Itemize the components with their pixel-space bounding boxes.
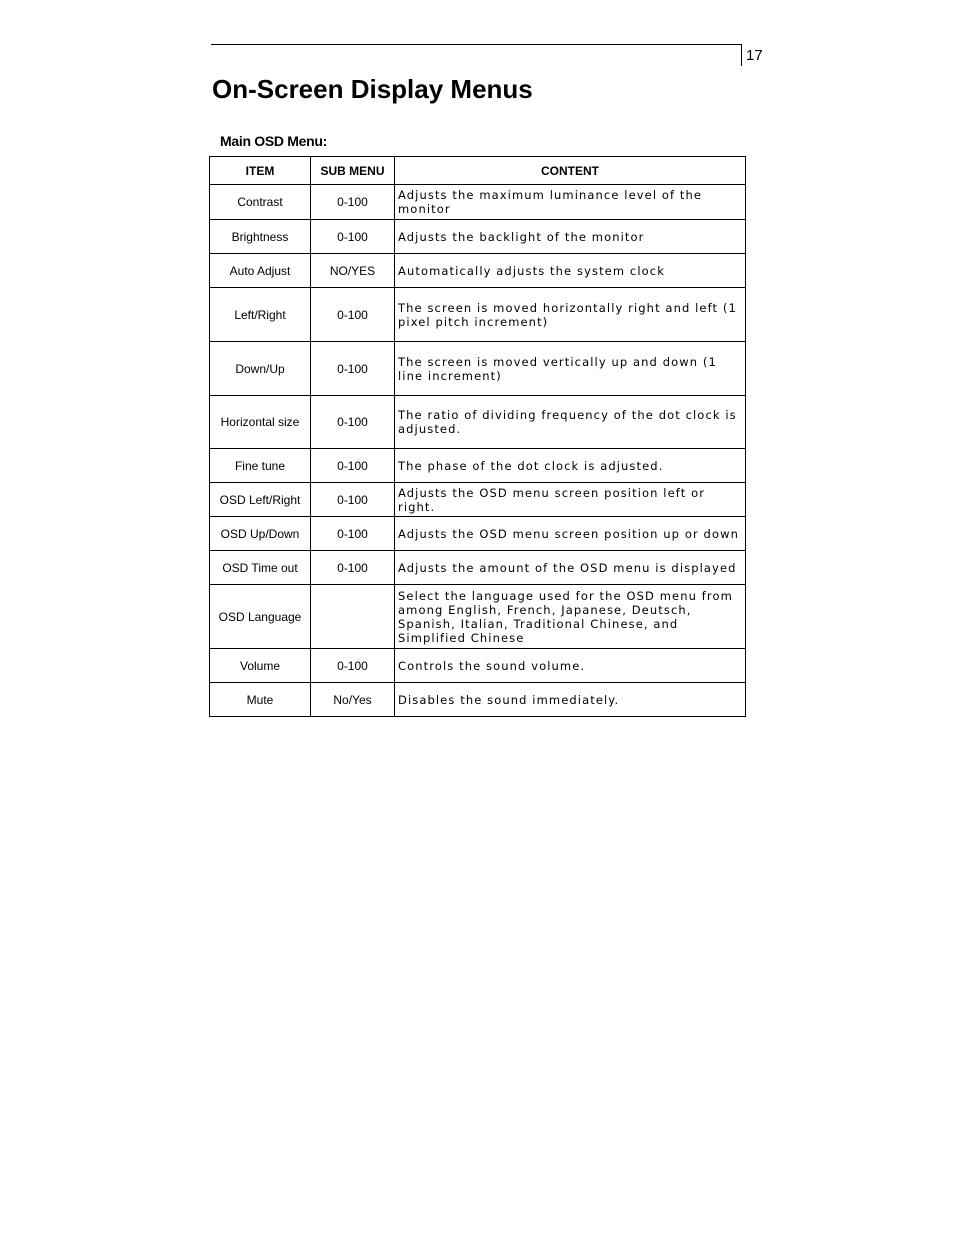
page-number: 17 [746,47,763,64]
table-row [210,551,746,585]
content-cell [395,483,746,517]
sub-menu-cell: 0-100 [311,649,395,683]
item-cell: Fine tune [210,449,311,483]
sub-menu-cell: No/Yes [311,683,395,717]
content-cell [395,649,746,683]
table-row [210,254,746,288]
content-text: Adjusts the OSD menu screen position left or right. [398,485,706,514]
item-cell: Horizontal size [210,396,311,449]
table-row [210,342,746,396]
item-cell: Left/Right [210,288,311,342]
content-text: The ratio of dividing frequency of the dot clock is adjusted. [398,408,737,436]
item-cell: Mute [210,683,311,717]
content-text: Adjusts the OSD menu screen position up or down [398,526,739,541]
content-text: Adjusts the maximum luminance level of the monitor [398,188,703,216]
item-cell: OSD Left/Right [210,483,311,517]
content-text: Automatically adjusts the system clock [398,263,665,278]
sub-menu-cell: NO/YES [311,254,395,288]
content-cell [395,220,746,254]
sub-menu-cell: 0-100 [311,396,395,449]
content-text: Select the language used for the OSD menu from among English, French, Japanese, Deutsch, Spanish, Italian, Traditional Chinese, and Simplified Chinese [398,588,733,645]
sub-menu-cell: 0-100 [311,288,395,342]
header-sub-menu: SUB MENU [311,157,395,185]
item-cell: Volume [210,649,311,683]
content-text: The screen is moved vertically up and down (1 line increment) [398,354,717,383]
content-cell [395,254,746,288]
item-cell: Contrast [210,185,311,220]
item-cell: Brightness [210,220,311,254]
table-row [210,585,746,649]
content-cell [395,185,746,220]
content-text: Adjusts the amount of the OSD menu is displayed [398,560,737,575]
sub-menu-cell: 0-100 [311,517,395,551]
content-cell [395,396,746,449]
sub-menu-cell: 0-100 [311,483,395,517]
item-cell: OSD Time out [210,551,311,585]
table-row [210,220,746,254]
osd-menu-table [209,156,746,717]
content-text: The phase of the dot clock is adjusted. [398,458,664,473]
table-header-row [210,157,746,185]
item-cell: Down/Up [210,342,311,396]
content-text: Adjusts the backlight of the monitor [398,229,645,244]
section-heading: Main OSD Menu: [220,133,328,149]
table-row [210,449,746,483]
content-cell [395,342,746,396]
table-row [210,288,746,342]
table-row [210,649,746,683]
sub-menu-cell: 0-100 [311,185,395,220]
content-cell [395,449,746,483]
content-cell [395,288,746,342]
page-number-divider [741,44,742,66]
content-cell [395,517,746,551]
table-row [210,185,746,220]
sub-menu-cell: 0-100 [311,551,395,585]
content-cell [395,551,746,585]
sub-menu-cell [311,585,395,649]
table-row [210,396,746,449]
item-cell: OSD Up/Down [210,517,311,551]
table-row [210,483,746,517]
sub-menu-cell: 0-100 [311,220,395,254]
header-content: CONTENT [395,157,746,185]
content-cell [395,683,746,717]
content-cell [395,585,746,649]
sub-menu-cell: 0-100 [311,342,395,396]
content-text: Disables the sound immediately. [398,692,620,707]
item-cell: Auto Adjust [210,254,311,288]
header-item: ITEM [210,157,311,185]
header-rule [211,44,741,45]
table-row [210,683,746,717]
sub-menu-cell: 0-100 [311,449,395,483]
item-cell: OSD Language [210,585,311,649]
content-text: Controls the sound volume. [398,658,586,673]
page-title: On-Screen Display Menus [212,74,533,104]
table-row [210,517,746,551]
content-text: The screen is moved horizontally right and left (1 pixel pitch increment) [398,300,737,329]
